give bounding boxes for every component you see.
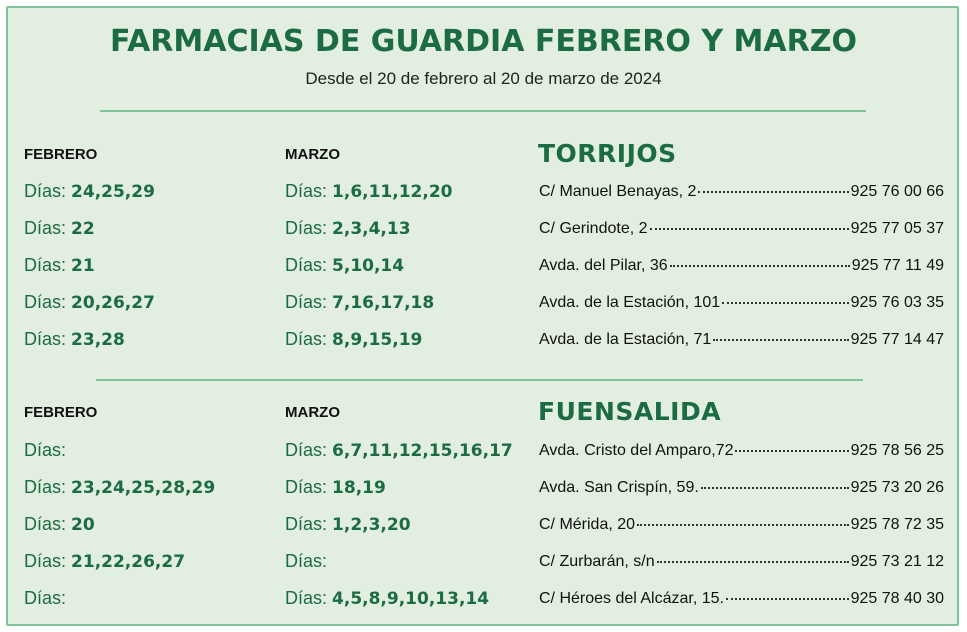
town-fuensalida: FUENSALIDA bbox=[538, 397, 722, 426]
pharmacy-address: C/ Gerindote, 2 bbox=[539, 220, 648, 237]
torrijos-febrero-days bbox=[24, 181, 155, 202]
pharmacy-phone: 925 77 11 49 bbox=[851, 257, 944, 274]
torrijos-febrero-days bbox=[24, 329, 125, 350]
fuensalida-febrero-days bbox=[24, 588, 66, 609]
page-title: FARMACIAS DE GUARDIA FEBRERO Y MARZO bbox=[110, 24, 857, 59]
dias-label: Días: bbox=[24, 292, 67, 312]
torrijos-pharmacy-row bbox=[539, 257, 944, 275]
fuensalida-pharmacy-row bbox=[539, 479, 944, 497]
fuensalida-marzo-days bbox=[285, 588, 489, 609]
febrero-day-list: 21 bbox=[71, 256, 95, 276]
torrijos-marzo-days bbox=[285, 329, 422, 350]
dias-label: Días: bbox=[24, 477, 67, 497]
torrijos-febrero-days bbox=[24, 292, 155, 313]
pharmacy-phone: 925 73 20 26 bbox=[850, 479, 944, 496]
febrero-day-list: 20 bbox=[71, 515, 95, 535]
fuensalida-marzo-header: MARZO bbox=[285, 404, 340, 421]
dias-label: Días: bbox=[285, 292, 328, 312]
febrero-day-list: 23,28 bbox=[71, 330, 125, 350]
dot-leader bbox=[650, 227, 849, 230]
pharmacy-phone: 925 78 56 25 bbox=[850, 442, 944, 459]
dias-label: Días: bbox=[24, 218, 67, 238]
febrero-day-list: 23,24,25,28,29 bbox=[71, 478, 216, 498]
fuensalida-pharmacy-row bbox=[539, 553, 944, 571]
dias-label: Días: bbox=[24, 588, 67, 608]
dias-label: Días: bbox=[285, 588, 328, 608]
torrijos-pharmacy-row bbox=[539, 183, 944, 201]
fuensalida-marzo-days bbox=[285, 440, 513, 461]
marzo-day-list: 7,16,17,18 bbox=[332, 293, 435, 313]
torrijos-pharmacy-row bbox=[539, 331, 944, 349]
febrero-day-list: 20,26,27 bbox=[71, 293, 155, 313]
dot-leader bbox=[726, 597, 849, 600]
dias-label: Días: bbox=[285, 551, 328, 571]
pharmacy-address: C/ Mérida, 20 bbox=[539, 516, 636, 533]
dias-label: Días: bbox=[24, 551, 67, 571]
fuensalida-febrero-days bbox=[24, 514, 95, 535]
dot-leader bbox=[670, 264, 850, 267]
dias-label: Días: bbox=[24, 329, 67, 349]
dot-leader bbox=[701, 486, 849, 489]
torrijos-febrero-header: FEBRERO bbox=[24, 146, 98, 163]
pharmacy-address: C/ Manuel Benayas, 2 bbox=[539, 183, 697, 200]
pharmacy-address: C/ Héroes del Alcázar, 15. bbox=[539, 590, 724, 607]
dot-leader bbox=[735, 449, 848, 452]
pharmacy-address: Avda. de la Estación, 71 bbox=[539, 331, 712, 348]
pharmacy-address: C/ Zurbarán, s/n bbox=[539, 553, 655, 570]
pharmacy-phone: 925 76 00 66 bbox=[850, 183, 944, 200]
fuensalida-febrero-days bbox=[24, 551, 185, 572]
dias-label: Días: bbox=[285, 181, 328, 201]
divider-middle bbox=[96, 379, 863, 381]
torrijos-febrero-days bbox=[24, 218, 95, 239]
fuensalida-febrero-days bbox=[24, 440, 66, 461]
marzo-day-list: 5,10,14 bbox=[332, 256, 405, 276]
fuensalida-pharmacy-row bbox=[539, 590, 944, 608]
fuensalida-marzo-days bbox=[285, 551, 327, 572]
fuensalida-marzo-days bbox=[285, 477, 386, 498]
page-subtitle: Desde el 20 de febrero al 20 de marzo de 2024 bbox=[305, 69, 662, 88]
fuensalida-pharmacy-row bbox=[539, 442, 944, 460]
fuensalida-marzo-days bbox=[285, 514, 411, 535]
dias-label: Días: bbox=[285, 255, 328, 275]
torrijos-pharmacy-row bbox=[539, 294, 944, 312]
pharmacy-phone: 925 76 03 35 bbox=[850, 294, 944, 311]
torrijos-pharmacy-row bbox=[539, 220, 944, 238]
marzo-day-list: 2,3,4,13 bbox=[332, 219, 411, 239]
pharmacy-phone: 925 77 05 37 bbox=[850, 220, 944, 237]
febrero-day-list: 21,22,26,27 bbox=[71, 552, 186, 572]
febrero-day-list: 22 bbox=[71, 219, 95, 239]
pharmacy-address: Avda. de la Estación, 101 bbox=[539, 294, 721, 311]
marzo-day-list: 4,5,8,9,10,13,14 bbox=[332, 589, 490, 609]
fuensalida-pharmacy-row bbox=[539, 516, 944, 534]
pharmacy-address: Avda. Cristo del Amparo,72 bbox=[539, 442, 734, 459]
divider-top bbox=[100, 110, 866, 112]
dias-label: Días: bbox=[285, 440, 328, 460]
dias-label: Días: bbox=[24, 255, 67, 275]
dias-label: Días: bbox=[285, 514, 328, 534]
pharmacy-address: Avda. San Crispín, 59. bbox=[539, 479, 699, 496]
dias-label: Días: bbox=[24, 440, 67, 460]
pharmacy-address: Avda. del Pilar, 36 bbox=[539, 257, 668, 274]
fuensalida-febrero-header: FEBRERO bbox=[24, 404, 98, 421]
marzo-day-list: 18,19 bbox=[332, 478, 386, 498]
dot-leader bbox=[722, 301, 848, 304]
dias-label: Días: bbox=[24, 514, 67, 534]
dot-leader bbox=[637, 523, 849, 526]
pharmacy-phone: 925 78 72 35 bbox=[850, 516, 944, 533]
dias-label: Días: bbox=[285, 477, 328, 497]
town-torrijos: TORRIJOS bbox=[538, 139, 677, 168]
fuensalida-febrero-days bbox=[24, 477, 215, 498]
torrijos-marzo-days bbox=[285, 181, 453, 202]
dias-label: Días: bbox=[24, 181, 67, 201]
dias-label: Días: bbox=[285, 329, 328, 349]
dot-leader bbox=[713, 338, 848, 341]
marzo-day-list: 1,2,3,20 bbox=[332, 515, 411, 535]
torrijos-marzo-header: MARZO bbox=[285, 146, 340, 163]
torrijos-marzo-days bbox=[285, 292, 434, 313]
marzo-day-list: 1,6,11,12,20 bbox=[332, 182, 453, 202]
dot-leader bbox=[657, 560, 849, 563]
torrijos-marzo-days bbox=[285, 218, 411, 239]
marzo-day-list: 6,7,11,12,15,16,17 bbox=[332, 441, 513, 461]
torrijos-febrero-days bbox=[24, 255, 95, 276]
marzo-day-list: 8,9,15,19 bbox=[332, 330, 423, 350]
pharmacy-phone: 925 77 14 47 bbox=[850, 331, 944, 348]
dias-label: Días: bbox=[285, 218, 328, 238]
pharmacy-phone: 925 73 21 12 bbox=[850, 553, 944, 570]
torrijos-marzo-days bbox=[285, 255, 404, 276]
dot-leader bbox=[698, 190, 848, 193]
febrero-day-list: 24,25,29 bbox=[71, 182, 155, 202]
pharmacy-phone: 925 78 40 30 bbox=[850, 590, 944, 607]
